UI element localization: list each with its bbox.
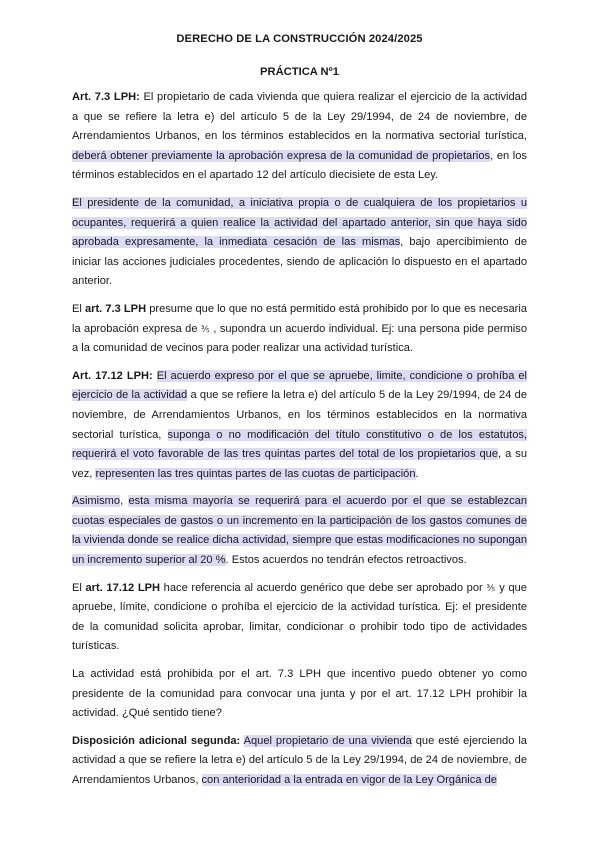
paragraph-comentario73: [72, 300, 527, 359]
article-reference: art. 17.12 LPH: [85, 581, 161, 594]
text-run: , supondra un acuerdo individual. Ej: una persona pide permiso a la comunidad de vecinos para poder realizar una actividad turística.: [72, 322, 527, 355]
paragraph-comentario1712: [72, 579, 527, 657]
text-run: El: [72, 581, 86, 594]
text-run: .: [415, 467, 419, 480]
highlighted-text: Asimismo: [72, 495, 121, 508]
practice-title: PRÁCTICA Nº1: [260, 66, 339, 78]
text-run: presume que lo que no está permitido está prohibido por lo que es necesaria la aprobación expresa de: [72, 302, 528, 335]
text-run: hace referencia al acuerdo genérico que debe ser aprobado por: [160, 581, 487, 594]
highlighted-text: deberá obtener previamente la aprobación expresa de la comunidad de propietarios: [72, 149, 491, 162]
text-run: a que se refiere la letra e) del artículo 5 de la Ley 29/1994, de 24 de noviembre, de Arrendamientos Urbanos, en los términos establecidos en la normativa sectorial turística,: [72, 389, 527, 441]
paragraph-art73: [72, 88, 527, 186]
text-run: El propietario de cada vivienda que quiera realizar el ejercicio de la actividad a que se refiere la letra e) del artículo 5 de la Ley 29/1994, de 24 de noviembre, de Arrendamientos Urbanos, en los términos establecidos en la normativa sectorial turística,: [72, 91, 527, 143]
highlighted-text: El presidente de la comunidad, a iniciativa propia o de cualquiera de los propietarios u ocupantes, requerirá a quien realice la actividad del apartado anterior, sin que haya sido aprobada expresamente, la inmediata cesación de las mismas: [72, 196, 527, 249]
text-run: . Estos acuerdos no tendrán efectos retroactivos.: [225, 554, 467, 567]
text-run: La actividad está prohibida por el art. 7.3 LPH que incentivo puedo obtener yo como presidente de la comunidad para convocar una junta y por el art. 17.12 LPH prohibir la actividad. ¿Qué sentido tiene?: [72, 668, 527, 720]
text-run: , en los términos establecidos en el apartado 12 del artículo diecisiete de esta Ley.: [72, 149, 527, 182]
text-run: y que apruebe, límite, condicione o prohíba el ejercicio de la actividad turística. Ej: el presidente de la comunidad solicita aprobar, limitar, condicionar o prohibir todo tipo de actividades turísticas.: [72, 581, 527, 653]
article-reference: Art. 7.3 LPH:: [72, 91, 140, 103]
highlighted-text: representen las tres quintas partes de las cuotas de participación: [95, 467, 416, 480]
document-page: [72, 32, 527, 799]
article-reference: Disposición adicional segunda:: [72, 734, 241, 747]
three-fifths-symbol: ⅗: [200, 323, 210, 334]
highlighted-text: con anterioridad a la entrada en vigor de la Ley Orgánica de: [201, 774, 497, 786]
paragraph-pregunta: [72, 665, 527, 724]
highlighted-text: suponga o no modificación del título constitutivo o de los estatutos, requerirá el voto favorable de las tres quintas partes del total de los propietarios que: [72, 428, 527, 461]
course-title: DERECHO DE LA CONSTRUCCIÓN 2024/2025: [176, 33, 423, 45]
paragraph-presidente: [72, 194, 527, 292]
highlighted-text: Aquel propietario de una vivienda: [243, 734, 412, 747]
text-run: que esté ejerciendo la actividad a que se refiere la letra e) del artículo 5 de la Ley 29/1994, de 24 de noviembre, de Arrendamientos Urbanos,: [72, 734, 527, 786]
article-reference: Art. 17.12 LPH:: [72, 369, 153, 382]
document-body: [72, 88, 527, 791]
three-fifths-symbol: ⅗: [486, 582, 496, 593]
highlighted-text: esta misma mayoría se requerirá para el acuerdo por el que se establezcan cuotas especiales de gastos o un incremento en la participación de los gastos comunes de la vivienda donde se realice dicha actividad, siempre que estas modificaciones no supongan un incremento superior al 20 %: [72, 495, 527, 567]
text-run: , bajo apercibimiento de iniciar las acciones judiciales procedentes, siendo de aplicación lo dispuesto en el apartado anterior.: [72, 236, 527, 288]
text-run: El: [72, 302, 85, 315]
article-reference: art. 7.3 LPH: [84, 302, 147, 315]
paragraph-disposicion: [72, 732, 527, 791]
paragraph-art1712: [72, 367, 527, 485]
highlighted-text: El acuerdo expreso por el que se apruebe, limite, condicione o prohíba el ejercicio de la actividad: [72, 369, 527, 402]
paragraph-asimismo: [72, 492, 527, 570]
text-run: ,: [120, 495, 129, 508]
text-run: , a su vez,: [72, 448, 527, 480]
